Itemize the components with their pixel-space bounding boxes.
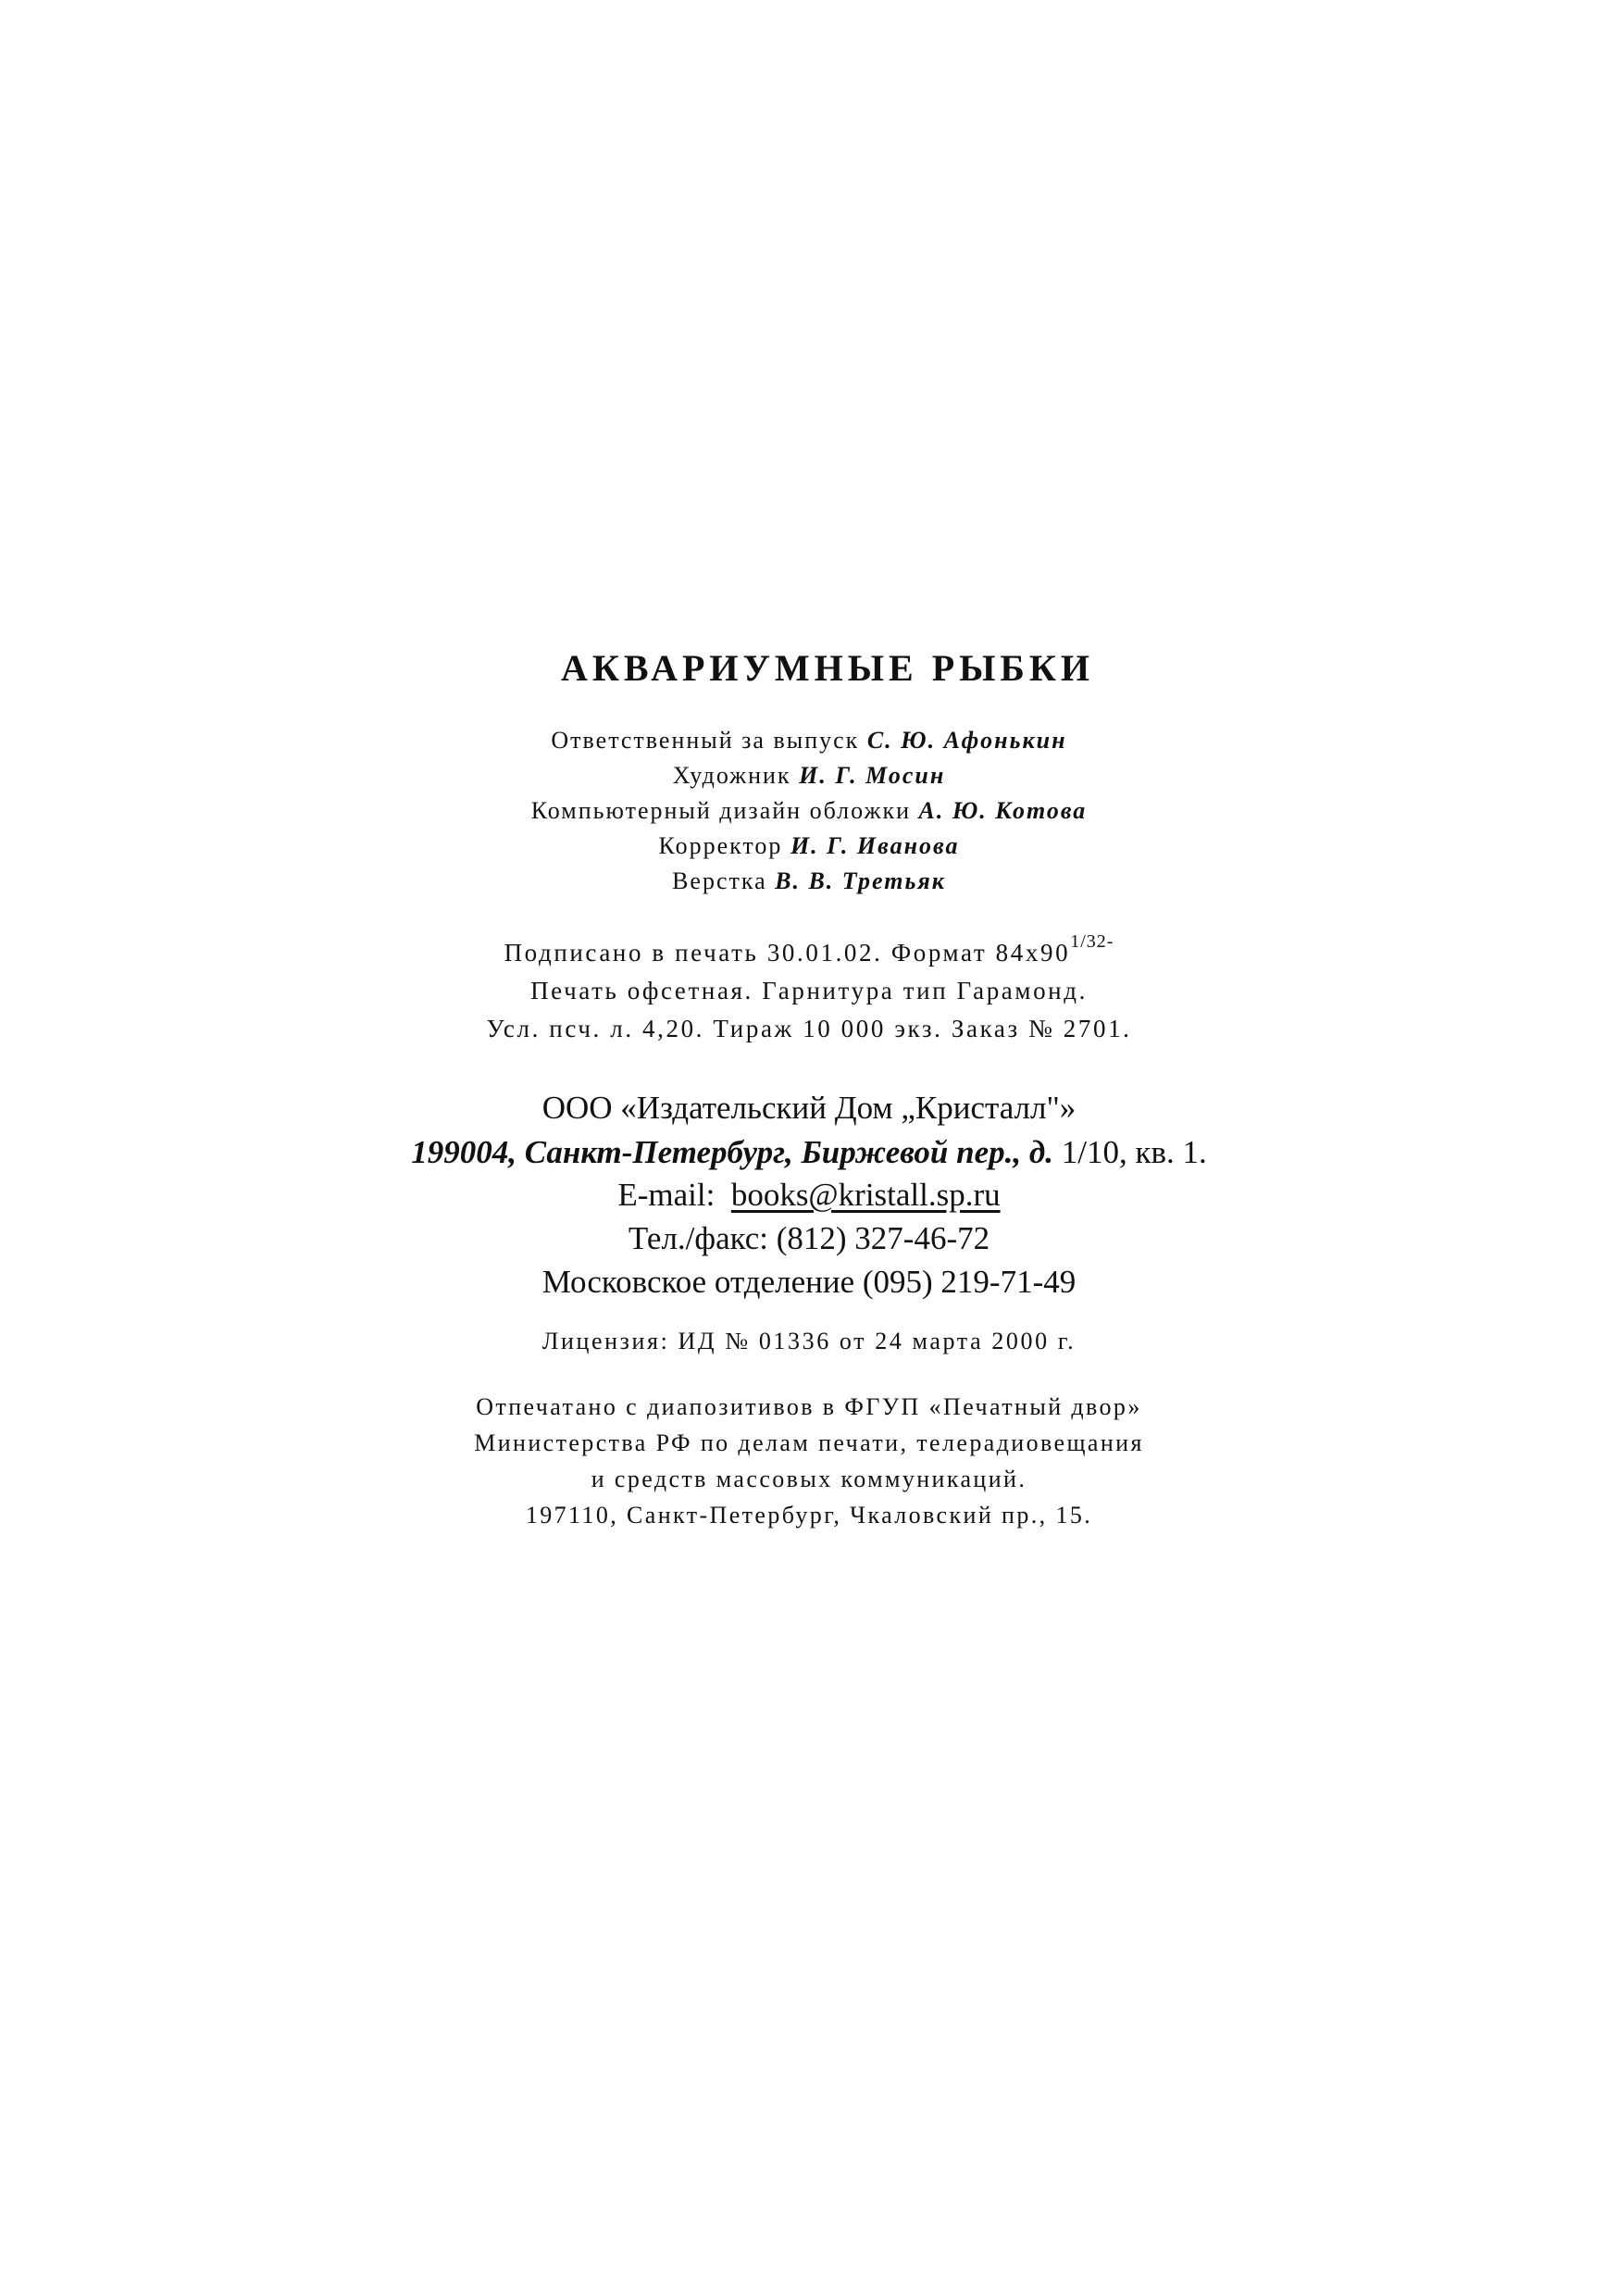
signed-for-print-line — [0, 931, 1618, 967]
email-link[interactable]: books@kristall.sp.ru — [730, 1177, 1001, 1213]
moscow-branch: Московское отделение (095) 219-71-49 — [541, 1264, 1077, 1300]
printer-line: Министерства РФ по делам печати, телерадиовещания — [474, 1429, 1144, 1456]
credit-role: Компьютерный дизайн обложки — [530, 797, 911, 824]
credit-role: Корректор — [658, 832, 783, 859]
credit-line-layout — [0, 867, 1618, 895]
sheets-circulation-line: Усл. псч. л. 4,20. Тираж 10 000 экз. Заказ № 2701. — [486, 1015, 1132, 1042]
credit-role: Ответственный за выпуск — [551, 727, 860, 754]
credit-name: И. Г. Мосин — [799, 762, 946, 789]
publisher-email-line — [0, 1177, 1618, 1214]
credit-name: С. Ю. Афонькин — [866, 727, 1067, 754]
address-italic: 199004, Санкт-Петербург, Биржевой пер., д. — [411, 1134, 1053, 1170]
credit-line-proofreader — [0, 832, 1618, 860]
credit-name: А. Ю. Котова — [918, 797, 1088, 824]
printer-line: и средств массовых коммуникаций. — [591, 1466, 1027, 1492]
credit-name: В. В. Третьяк — [775, 867, 946, 894]
printer-line: 197110, Санкт-Петербург, Чкаловский пр., 15. — [525, 1502, 1093, 1529]
format-fraction: 1/32- — [1070, 931, 1114, 952]
credit-name: И. Г. Иванова — [790, 832, 960, 859]
credit-role: Верстка — [672, 867, 767, 894]
publisher-address — [0, 1134, 1618, 1171]
publisher-phone: Тел./факс: (812) 327-46-72 — [628, 1220, 990, 1256]
address-rest: 1/10, кв. 1. — [1061, 1134, 1207, 1170]
credit-line-cover-design — [0, 797, 1618, 825]
credit-line-artist — [0, 762, 1618, 790]
printer-line: Отпечатано с диапозитивов в ФГУП «Печатный двор» — [476, 1393, 1142, 1420]
print-type-line: Печать офсетная. Гарнитура тип Гарамонд. — [530, 977, 1088, 1004]
email-label: E-mail: — [617, 1177, 716, 1213]
license-line: Лицензия: ИД № 01336 от 24 марта 2000 г. — [541, 1328, 1077, 1354]
publisher-name: ООО «Издательский Дом „Кристалл"» — [541, 1090, 1077, 1126]
credit-line-responsible — [0, 727, 1618, 755]
signed-text: Подписано в печать 30.01.02. Формат 84x90 — [504, 939, 1071, 967]
book-title: АКВАРИУМНЫЕ РЫБКИ — [561, 647, 1094, 689]
credit-role: Художник — [672, 762, 791, 789]
